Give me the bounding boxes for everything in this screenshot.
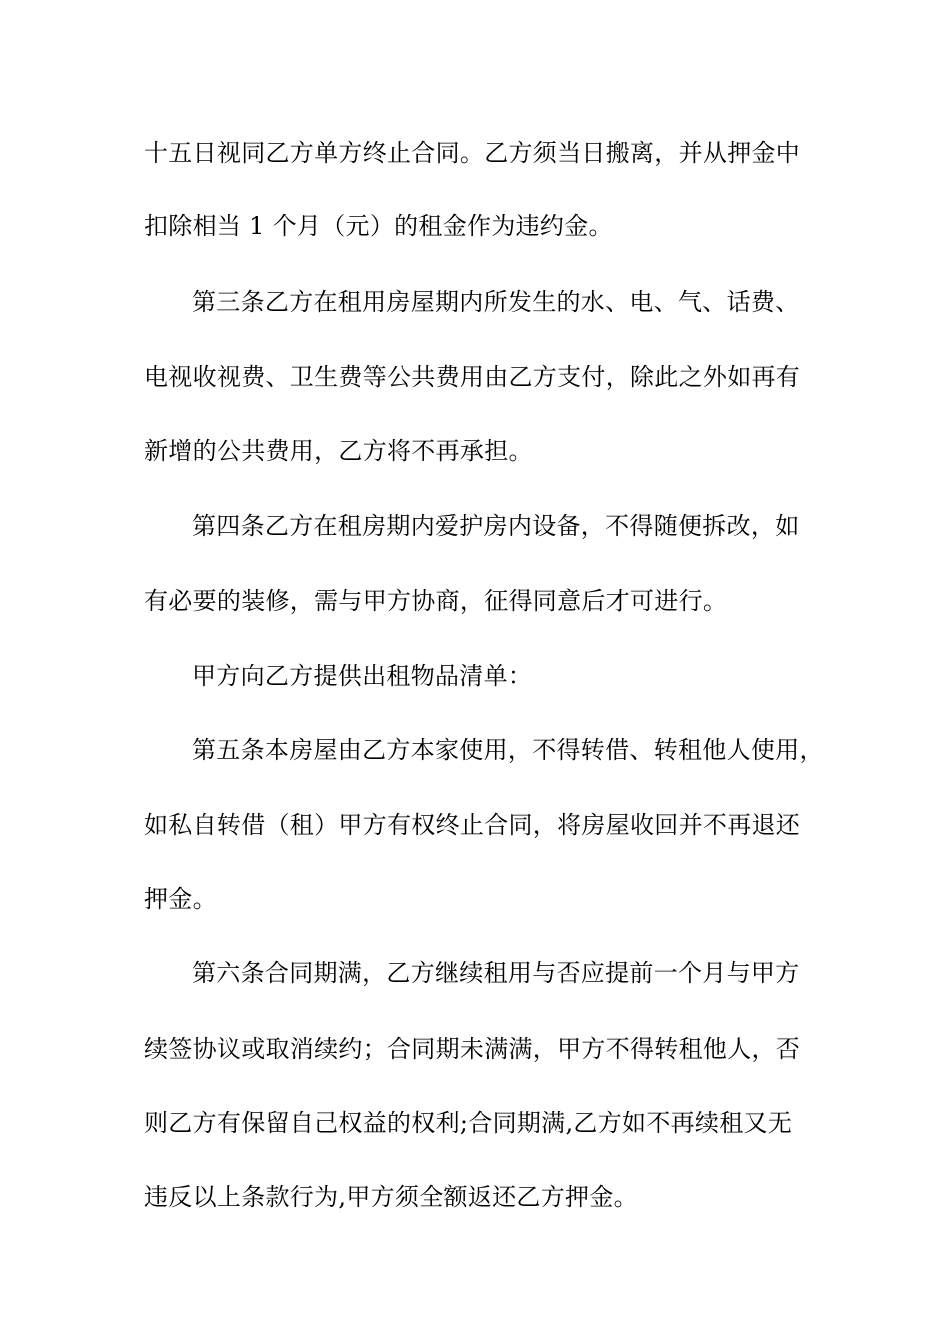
text-line: 续签协议或取消续约；合同期未满满，甲方不得转租他人，否 (144, 1035, 801, 1063)
paragraph-article-4: 第四条乙方在租房期内爱护房内设备，不得随便拆改，如 (192, 512, 800, 540)
paragraph-article-5: 第五条本房屋由乙方本家使用，不得转借、转租他人使用， (192, 736, 824, 764)
text-line: 押金。 (144, 885, 217, 913)
text-line: 扣除相当 1 个月（元）的租金作为违约金。 (144, 212, 613, 240)
text-line: 则乙方有保留自己权益的权利;合同期满,乙方如不再续租又无 (144, 1109, 793, 1137)
text-line: 有必要的装修，需与甲方协商，征得同意后才可进行。 (144, 587, 728, 615)
paragraph-article-3: 第三条乙方在租用房屋期内所发生的水、电、气、话费、 (192, 288, 800, 316)
text-line: 违反以上条款行为,甲方须全额返还乙方押金。 (144, 1183, 638, 1211)
text-line: 如私自转借（租）甲方有权终止合同，将房屋收回并不再退还 (144, 811, 801, 839)
paragraph-article-6: 第六条合同期满，乙方继续租用与否应提前一个月与甲方 (192, 959, 800, 987)
paragraph-item-list: 甲方向乙方提供出租物品清单： (192, 662, 533, 690)
text-line: 新增的公共费用，乙方将不再承担。 (144, 437, 533, 465)
text-line: 电视收视费、卫生费等公共费用由乙方支付，除此之外如再有 (144, 363, 801, 391)
text-line: 十五日视同乙方单方终止合同。乙方须当日搬离，并从押金中 (144, 139, 801, 167)
